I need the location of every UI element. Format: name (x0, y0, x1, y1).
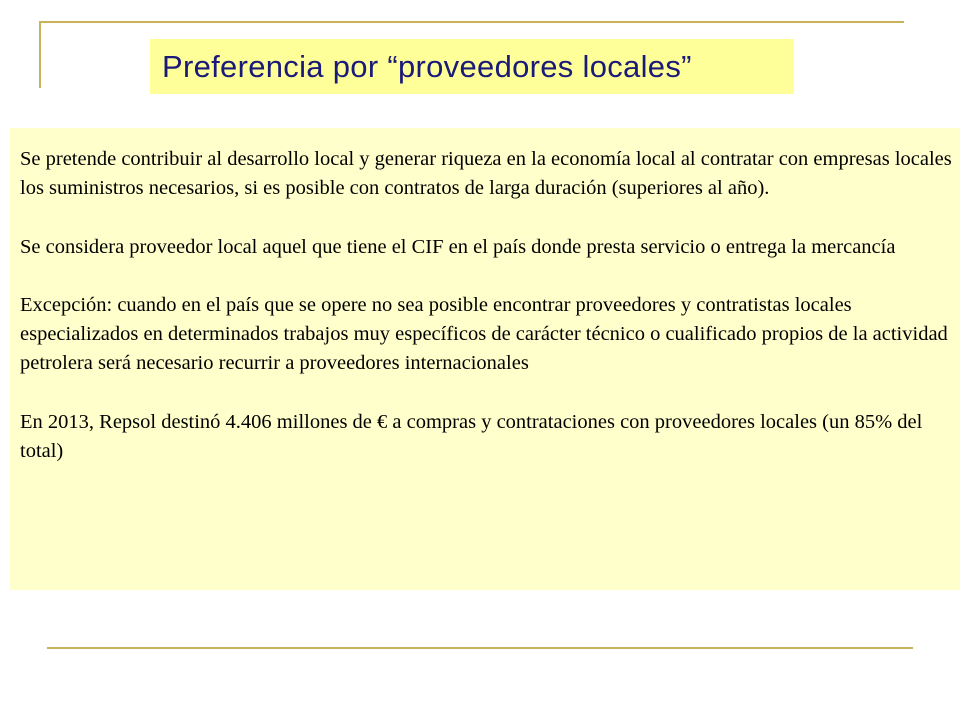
top-divider-line (40, 21, 904, 23)
body-text-box (10, 128, 960, 590)
paragraph-local-supplier-definition: Se considera proveedor local aquel que tiene el CIF en el país donde presta servicio o entrega la mercancía (20, 235, 896, 258)
bottom-divider-line (47, 647, 913, 649)
paragraph-local-development: Se pretende contribuir al desarrollo local y generar riqueza en la economía local al contratar con empresas locales los suministros necesarios, si es posible con contratos de larga duración (superiores al año). (20, 148, 952, 200)
title-box (150, 39, 794, 94)
paragraph-repsol-2013: En 2013, Repsol destinó 4.406 millones de € a compras y contrataciones con proveedores locales (un 85% del total) (20, 410, 923, 462)
paragraph-exception: Excepción: cuando en el país que se opere no sea posible encontrar proveedores y contratistas locales especializados en determinados trabajos muy específicos de carácter técnico o cualificado propios de la actividad petrolera será necesario recurrir a proveedores internacionales (20, 293, 948, 375)
left-divider-line (39, 21, 41, 88)
slide-title: Preferencia por “proveedores locales” (162, 48, 692, 84)
